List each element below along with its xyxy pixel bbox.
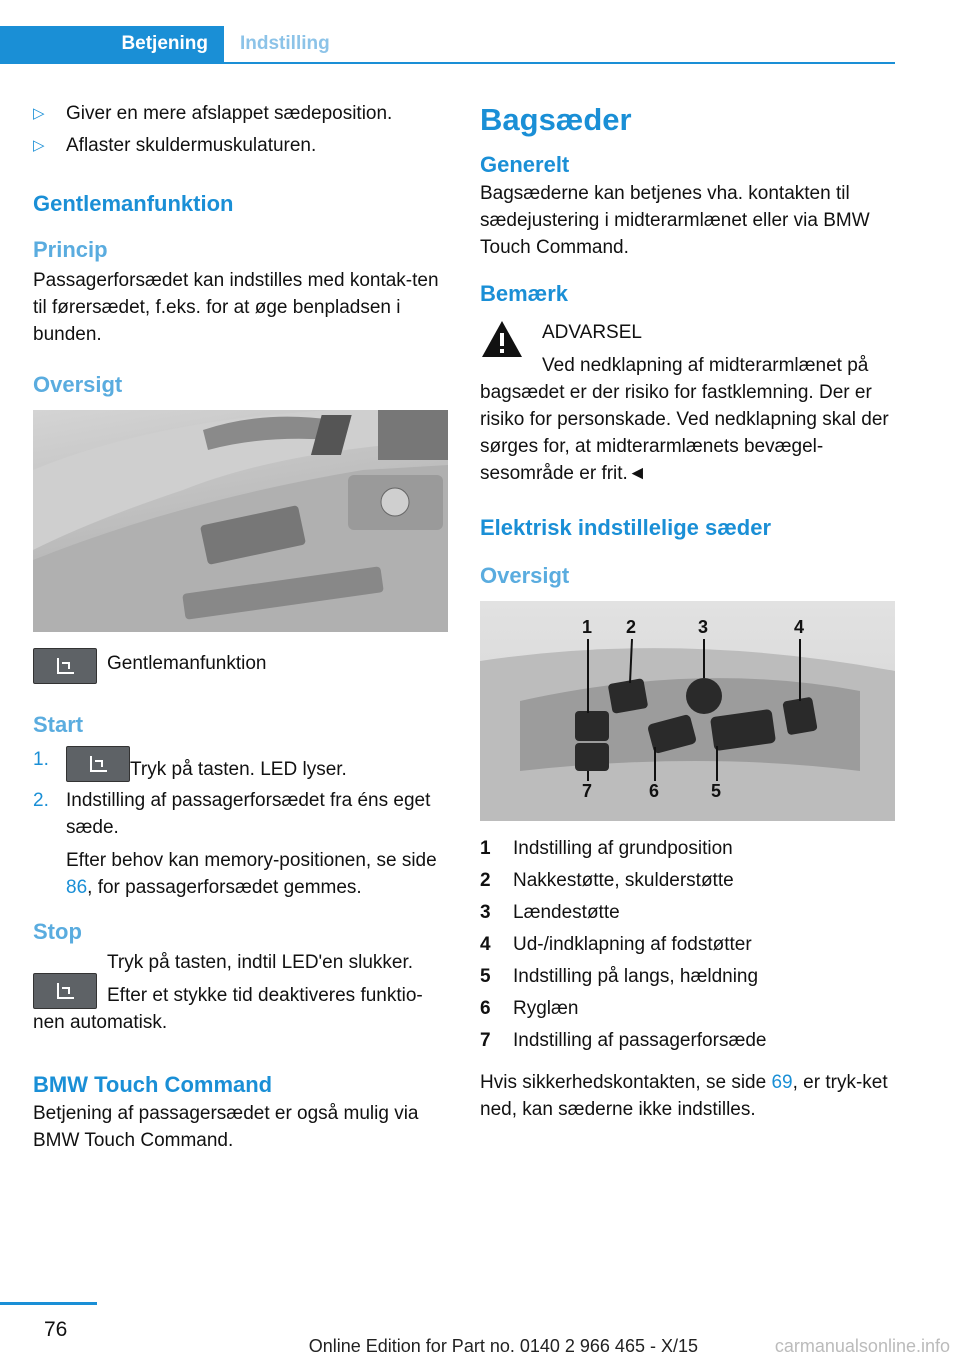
right-column [480,100,895,1123]
footer-rule [0,1302,97,1305]
callout-7: 7 [582,781,593,801]
list-item: 5 Indstilling på langs, hældning [480,966,759,987]
stop-block: Tryk på tasten, indtil LED'en slukker. Efter et stykke tid deaktiveres funktio-nen automatisk. [33,952,423,1033]
page-link-86[interactable]: 86 [66,877,88,898]
legend-list [480,833,895,1057]
touch-text: Betjening af passagersædet er også mulig via BMW Touch Command. [33,1103,419,1151]
step-2: 2. Indstilling af passagerforsædet fra éns eget sæde. Efter behov kan memory-positionen, se side 86, for passagerforsædet gemmes. [33,787,448,901]
left-column [33,100,448,1154]
callout-1: 1 [582,617,593,637]
page-title: Bagsæder [480,102,632,137]
warning-block: ADVARSEL Ved nedklapning af midterarmlænet på [480,319,895,379]
bullet-item: ▷ Giver en mere afslappet sædeposition. [33,100,448,127]
section-heading-gentleman: Gentlemanfunktion [33,191,234,216]
list-item: 4 Ud-/indklapning af fodstøtter [480,934,752,955]
warning-triangle-icon [480,319,524,379]
chapter-tabs [0,26,895,64]
list-item: 6 Ryglæn [480,998,579,1019]
list-item: 3 Lændestøtte [480,902,620,923]
watermark: carmanualsonline.info [774,1336,950,1356]
triangle-bullet-icon: ▷ [33,137,45,154]
callout-4: 4 [794,617,805,637]
warning-label: ADVARSEL [542,322,642,343]
princip-text: Passagerforsædet kan indstilles med kontak-ten til førersædet, f.eks. for at øge benpladsen i bunden. [33,270,439,345]
door-panel-photo [33,410,448,632]
triangle-bullet-icon: ▷ [33,105,45,122]
list-item: 1 Indstilling af grundposition [480,838,733,859]
warning-text: bagsædet er der risiko for fastklemning. Der er risiko for personskade. Ved nedklapning skal der sørges for, at midterarmlænets bevægel-sesområde er frit.◄ [480,382,889,484]
icon-caption: Gentlemanfunktion [107,653,267,674]
subheading-princip: Princip [33,237,108,262]
section-heading-touch: BMW Touch Command [33,1072,273,1097]
icon-caption-row [33,648,448,684]
subheading-bemaerk: Bemærk [480,281,569,306]
subheading-generelt: Generelt [480,152,570,177]
list-item: 2 Nakkestøtte, skulderstøtte [480,870,734,891]
callout-3: 3 [698,617,709,637]
subheading-oversigt-right: Oversigt [480,563,570,588]
subheading-start: Start [33,712,84,737]
closing-text: Hvis sikkerhedskontakten, se side 69, er tryk-ket ned, kan sæderne ikke indstilles. [480,1072,888,1120]
bullet-item: ▷ Aflaster skuldermuskulaturen. [33,132,448,159]
subheading-stop: Stop [33,919,82,944]
step-2-subtext: Efter behov kan memory-positionen, se side 86, for passagerforsædet gemmes. [66,850,437,898]
step-1: 1. Tryk på tasten. LED lyser. [33,746,448,783]
subheading-oversigt: Oversigt [33,372,123,397]
tab-indstilling[interactable]: Indstilling [240,33,330,54]
callout-6: 6 [649,781,660,801]
page-number: 76 [44,1318,68,1341]
edition-text: Online Edition for Part no. 0140 2 966 465 - X/15 [308,1336,698,1356]
gentleman-button-icon [66,746,130,782]
seat-switch-photo [480,601,895,821]
list-item: 7 Indstilling af passagerforsæde [480,1030,767,1051]
gentleman-button-icon [33,973,97,1009]
page-link-69[interactable]: 69 [771,1072,793,1093]
gentleman-button-icon [33,648,97,684]
callout-5: 5 [711,781,722,801]
tab-betjening[interactable]: Betjening [0,26,224,62]
section-heading-elektrisk: Elektrisk indstillelige sæder [480,515,772,540]
callout-2: 2 [626,617,637,637]
generelt-text: Bagsæderne kan betjenes vha. kontakten til sædejustering i midterarmlænet eller via BMW Touch Command. [480,183,870,258]
